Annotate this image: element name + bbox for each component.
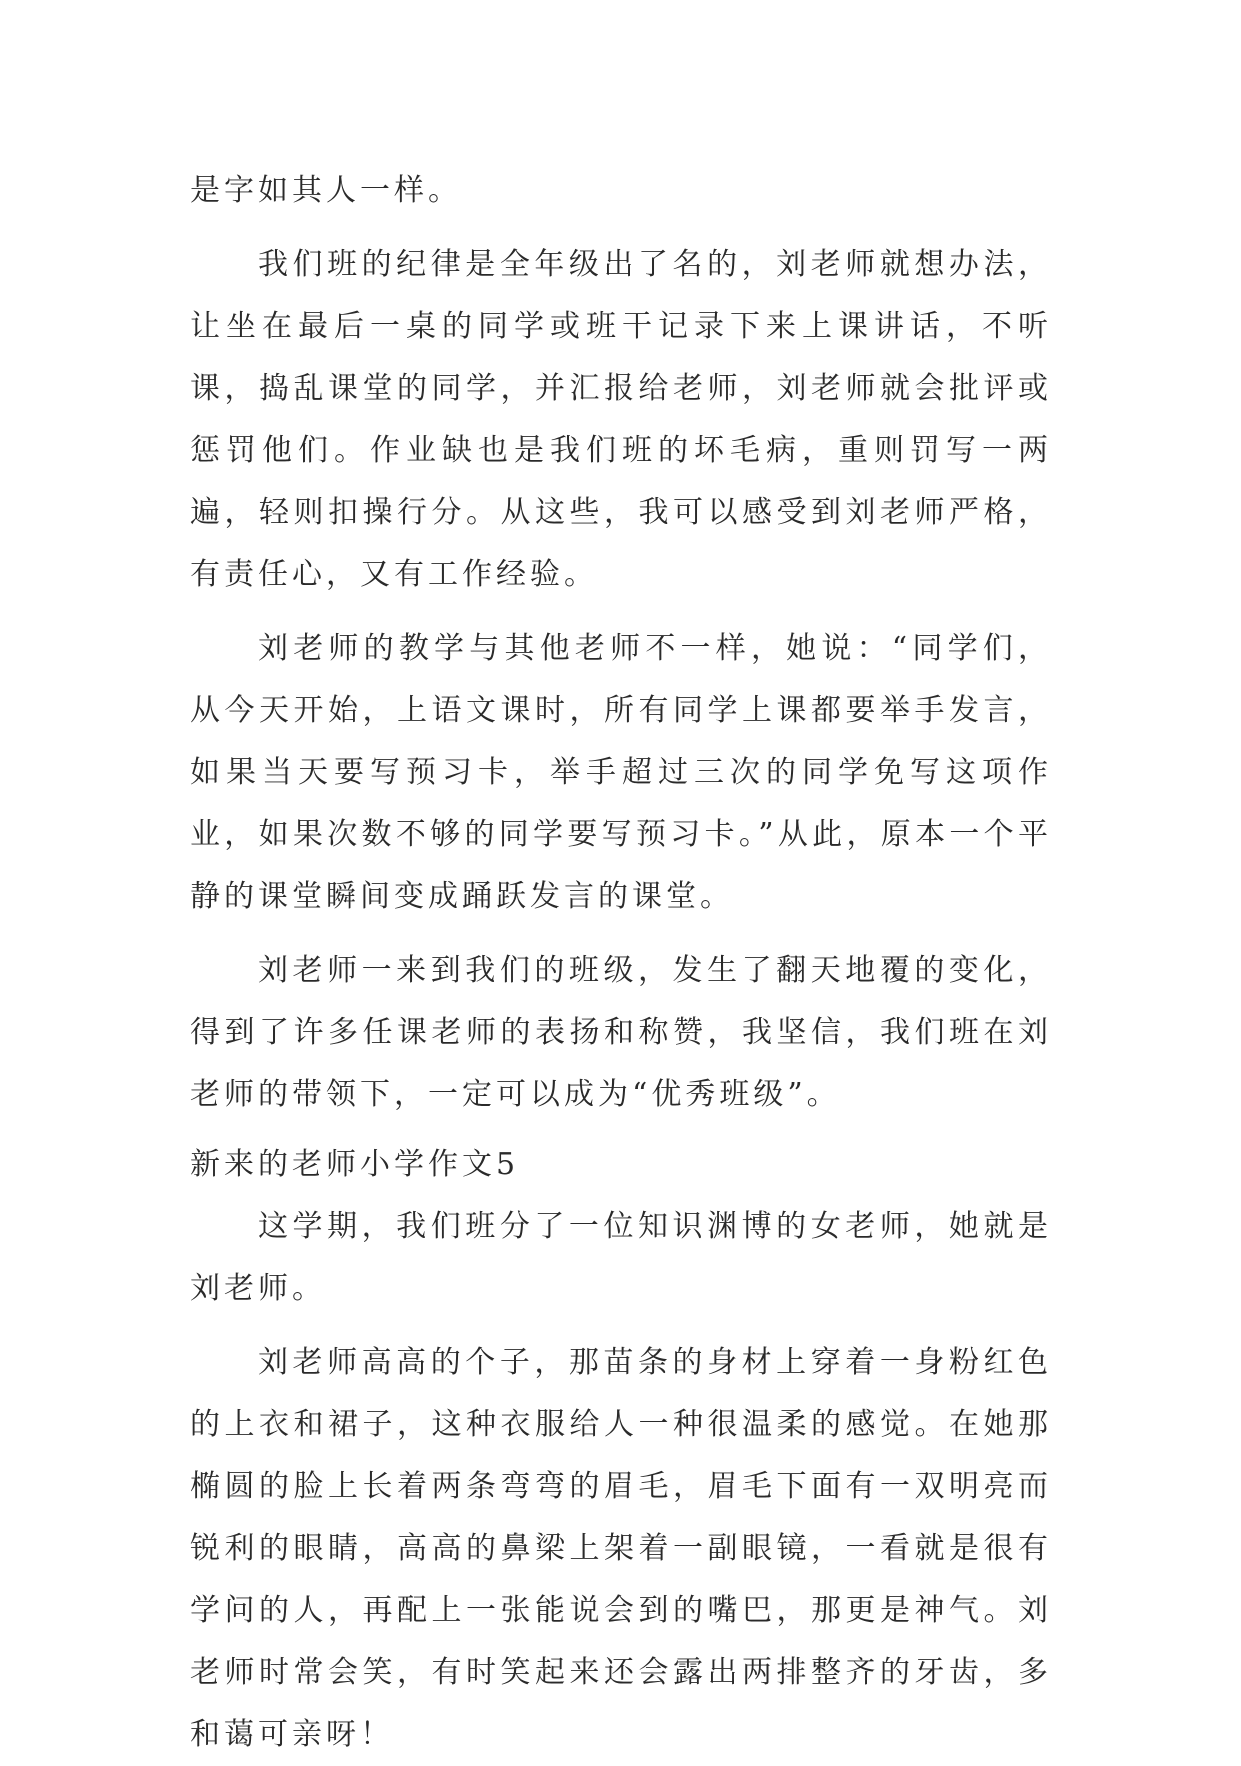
paragraph: 这学期，我们班分了一位知识渊博的女老师，她就是刘老师。 xyxy=(190,1209,1052,1306)
section-heading: 新来的老师小学作文5 xyxy=(190,1147,520,1182)
paragraph: 刘老师一来到我们的班级，发生了翻天地覆的变化，得到了许多任课老师的表扬和称赞，我坚信，我们班在刘老师的带领下，一定可以成为“优秀班级”。 xyxy=(190,953,1052,1112)
paragraph-continuation: 是字如其人一样。 xyxy=(190,173,462,208)
document-body xyxy=(190,160,1052,1766)
paragraph: 刘老师高高的个子，那苗条的身材上穿着一身粉红色的上衣和裙子，这种衣服给人一种很温柔的感觉。在她那椭圆的脸上长着两条弯弯的眉毛，眉毛下面有一双明亮而锐利的眼睛，高高的鼻梁上架着一副眼镜，一看就是很有学问的人，再配上一张能说会到的嘴巴，那更是神气。刘老师时常会笑，有时笑起来还会露出两排整齐的牙齿，多和蔼可亲呀！ xyxy=(190,1345,1052,1752)
paragraph: 我们班的纪律是全年级出了名的，刘老师就想办法，让坐在最后一桌的同学或班干记录下来上课讲话，不听课，捣乱课堂的同学，并汇报给老师，刘老师就会批评或惩罚他们。作业缺也是我们班的坏毛病，重则罚写一两遍，轻则扣操行分。从这些，我可以感受到刘老师严格，有责任心，又有工作经验。 xyxy=(190,247,1052,592)
paragraph: 刘老师的教学与其他老师不一样，她说：“同学们，从今天开始，上语文课时，所有同学上课都要举手发言，如果当天要写预习卡，举手超过三次的同学免写这项作业，如果次数不够的同学要写预习卡。”从此，原本一个平静的课堂瞬间变成踊跃发言的课堂。 xyxy=(190,631,1052,914)
